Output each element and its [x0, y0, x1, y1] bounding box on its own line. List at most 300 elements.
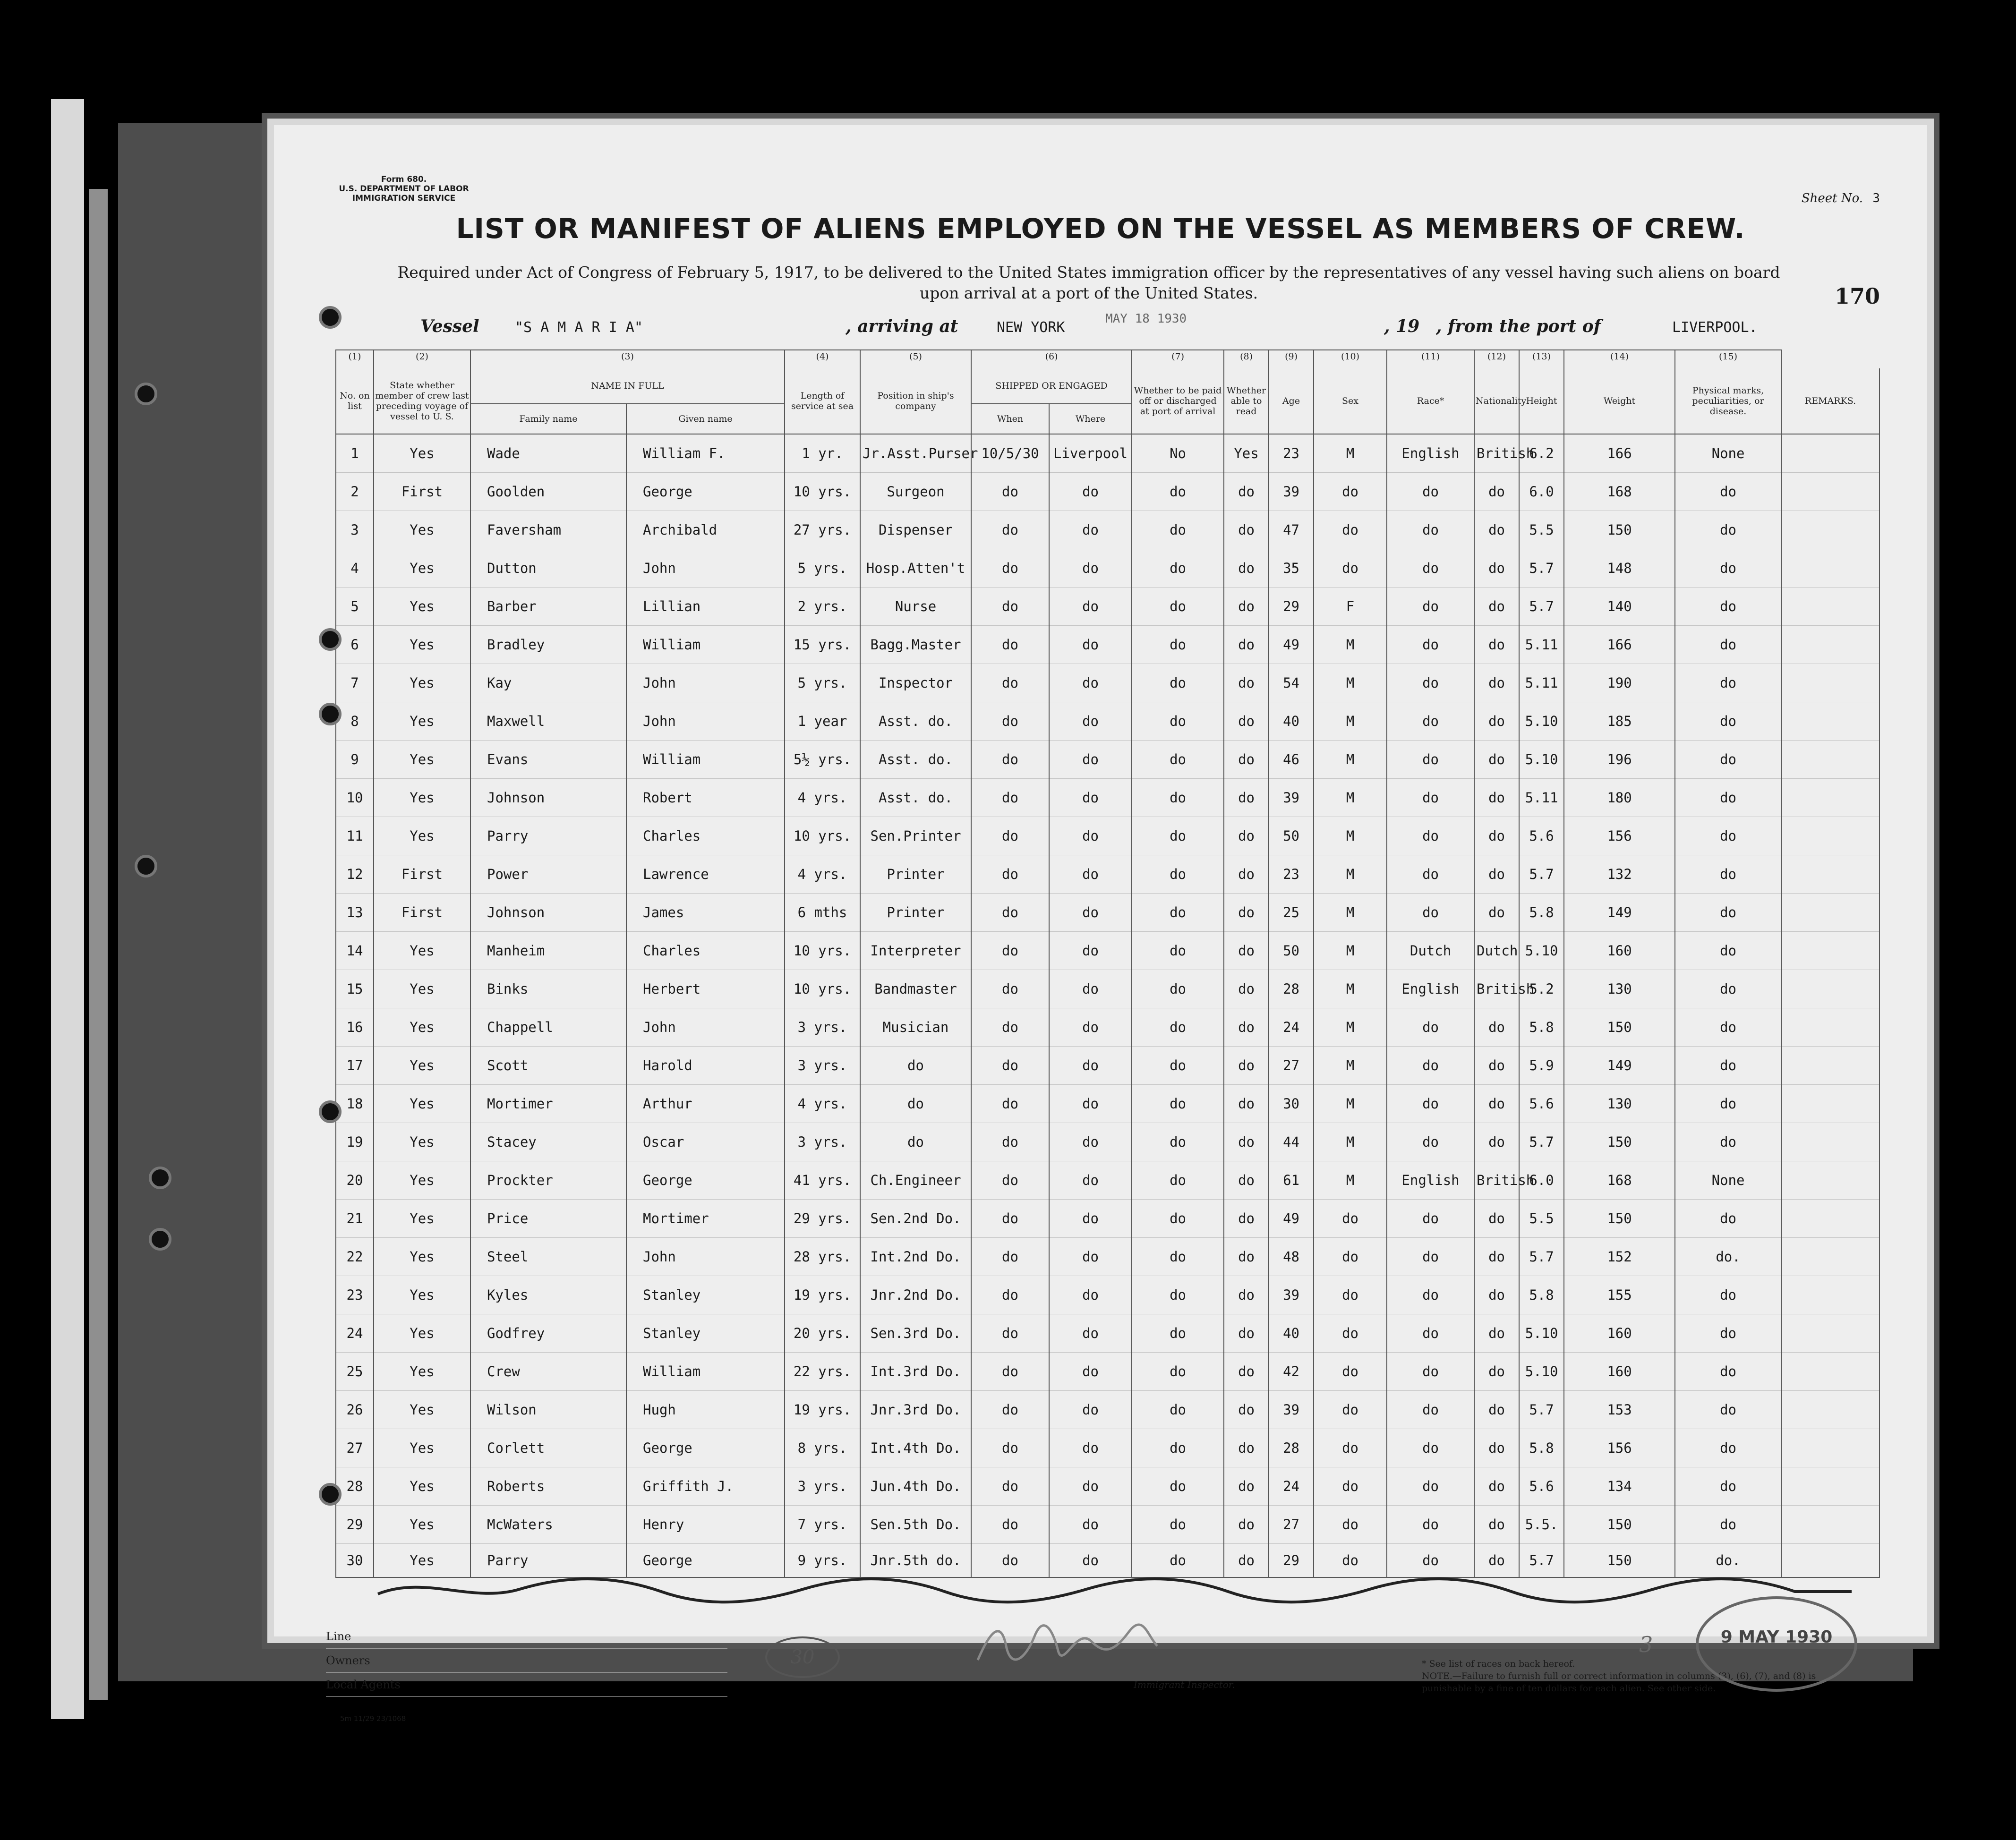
cell-service: 28 yrs.	[785, 1238, 860, 1276]
cell-sex: M	[1314, 855, 1387, 894]
cell-marks: do.	[1675, 1238, 1781, 1276]
cell-given: William F.	[626, 434, 785, 473]
cell-height: 5.5	[1519, 1200, 1564, 1238]
colnum-9: (9)	[1269, 350, 1314, 368]
cell-read: do	[1224, 702, 1269, 741]
cell-remarks	[1781, 779, 1879, 817]
cell-nationality: do	[1474, 1314, 1519, 1353]
cell-when: do	[971, 1314, 1049, 1353]
binder-hole	[149, 1228, 171, 1251]
cell-height: 6.0	[1519, 1161, 1564, 1200]
cell-marks: do	[1675, 1429, 1781, 1467]
cell-no: 5	[336, 588, 374, 626]
races-note: * See list of races on back hereof.	[1422, 1659, 1575, 1669]
cell-remarks	[1781, 511, 1879, 549]
cell-service: 5 yrs.	[785, 549, 860, 588]
cell-where: do	[1049, 1429, 1132, 1467]
cell-height: 5.10	[1519, 702, 1564, 741]
table-row	[336, 1353, 1879, 1391]
cell-age: 49	[1269, 1200, 1314, 1238]
cell-prior: Yes	[374, 511, 470, 549]
department-name: U.S. DEPARTMENT OF LABOR	[339, 184, 469, 194]
table-row	[336, 511, 1879, 549]
cell-nationality: do	[1474, 741, 1519, 779]
cell-marks: do	[1675, 1123, 1781, 1161]
cell-marks: do	[1675, 1353, 1781, 1391]
cell-height: 5.8	[1519, 894, 1564, 932]
cell-prior: Yes	[374, 434, 470, 473]
cell-when: do	[971, 1467, 1049, 1506]
cell-where: do	[1049, 1047, 1132, 1085]
cell-race: do	[1387, 1047, 1474, 1085]
cell-read: do	[1224, 473, 1269, 511]
cell-paid: do	[1132, 779, 1224, 817]
cell-no: 7	[336, 664, 374, 702]
cell-read: do	[1224, 1353, 1269, 1391]
table-row	[336, 588, 1879, 626]
cell-remarks	[1781, 1314, 1879, 1353]
cell-weight: 150	[1564, 1544, 1675, 1578]
cell-service: 9 yrs.	[785, 1544, 860, 1578]
cell-remarks	[1781, 1391, 1879, 1429]
cell-when: do	[971, 741, 1049, 779]
cell-weight: 149	[1564, 1047, 1675, 1085]
line-label: Line	[326, 1625, 727, 1649]
cell-prior: Yes	[374, 702, 470, 741]
cell-read: do	[1224, 1429, 1269, 1467]
cell-position: Sen.5th Do.	[860, 1506, 971, 1544]
cell-age: 40	[1269, 1314, 1314, 1353]
cell-given: Herbert	[626, 970, 785, 1008]
cell-marks: do	[1675, 588, 1781, 626]
cell-age: 46	[1269, 741, 1314, 779]
cell-no: 27	[336, 1429, 374, 1467]
cell-marks: do	[1675, 1391, 1781, 1429]
cell-prior: Yes	[374, 1008, 470, 1047]
cell-service: 20 yrs.	[785, 1314, 860, 1353]
cell-read: do	[1224, 1506, 1269, 1544]
cell-position: do	[860, 1047, 971, 1085]
cell-nationality: do	[1474, 1391, 1519, 1429]
cell-nationality: do	[1474, 1085, 1519, 1123]
cell-height: 5.8	[1519, 1008, 1564, 1047]
cell-marks: do	[1675, 779, 1781, 817]
cell-race: do	[1387, 473, 1474, 511]
cell-age: 35	[1269, 549, 1314, 588]
arriving-port: NEW YORK	[997, 319, 1065, 336]
cell-no: 22	[336, 1238, 374, 1276]
cell-marks: do	[1675, 1467, 1781, 1506]
cell-when: do	[971, 1276, 1049, 1314]
cell-where: do	[1049, 1391, 1132, 1429]
cell-race: do	[1387, 549, 1474, 588]
cell-when: do	[971, 1123, 1049, 1161]
cell-height: 5.10	[1519, 741, 1564, 779]
colnum-11: (11)	[1387, 350, 1474, 368]
cell-height: 5.11	[1519, 664, 1564, 702]
cell-service: 10 yrs.	[785, 473, 860, 511]
form-header	[326, 175, 482, 203]
cell-age: 47	[1269, 511, 1314, 549]
header-name-in-full: NAME IN FULL	[470, 368, 785, 404]
table-row	[336, 970, 1879, 1008]
cell-race: do	[1387, 1276, 1474, 1314]
cell-age: 48	[1269, 1238, 1314, 1276]
header-family-name: Family name	[470, 404, 626, 434]
cell-family: Goolden	[470, 473, 626, 511]
cell-service: 5 yrs.	[785, 664, 860, 702]
cell-height: 5.6	[1519, 1467, 1564, 1506]
cell-age: 27	[1269, 1506, 1314, 1544]
cell-remarks	[1781, 1238, 1879, 1276]
cell-service: 7 yrs.	[785, 1506, 860, 1544]
cell-prior: Yes	[374, 1276, 470, 1314]
cell-paid: do	[1132, 1429, 1224, 1467]
cell-family: Chappell	[470, 1008, 626, 1047]
cell-paid: do	[1132, 1238, 1224, 1276]
cell-marks: do	[1675, 1506, 1781, 1544]
cell-family: Parry	[470, 1544, 626, 1578]
table-row	[336, 1123, 1879, 1161]
cell-when: do	[971, 894, 1049, 932]
cell-height: 5.10	[1519, 1314, 1564, 1353]
cell-race: do	[1387, 626, 1474, 664]
cell-nationality: do	[1474, 1544, 1519, 1578]
cell-family: Wade	[470, 434, 626, 473]
cell-race: Dutch	[1387, 932, 1474, 970]
cell-nationality: do	[1474, 549, 1519, 588]
cell-given: William	[626, 626, 785, 664]
binder-hole	[319, 1483, 342, 1506]
sheet-number-value: 3	[1872, 191, 1880, 205]
cell-where: do	[1049, 588, 1132, 626]
cell-service: 10 yrs.	[785, 817, 860, 855]
cell-remarks	[1781, 588, 1879, 626]
cell-no: 18	[336, 1085, 374, 1123]
colnum-12: (12)	[1474, 350, 1519, 368]
cell-where: do	[1049, 473, 1132, 511]
table-row	[336, 549, 1879, 588]
cell-paid: do	[1132, 741, 1224, 779]
cell-position: Jr.Asst.Purser	[860, 434, 971, 473]
cell-age: 29	[1269, 1544, 1314, 1578]
cell-marks: do	[1675, 894, 1781, 932]
cell-position: Bandmaster	[860, 970, 971, 1008]
cell-service: 10 yrs.	[785, 932, 860, 970]
cell-weight: 153	[1564, 1391, 1675, 1429]
cell-no: 12	[336, 855, 374, 894]
cell-paid: do	[1132, 1047, 1224, 1085]
cell-no: 28	[336, 1467, 374, 1506]
cell-read: do	[1224, 1085, 1269, 1123]
cell-where: do	[1049, 511, 1132, 549]
cell-no: 23	[336, 1276, 374, 1314]
cell-when: do	[971, 1429, 1049, 1467]
cell-age: 54	[1269, 664, 1314, 702]
cell-given: George	[626, 1429, 785, 1467]
cell-where: do	[1049, 1008, 1132, 1047]
cell-weight: 168	[1564, 473, 1675, 511]
cell-service: 5½ yrs.	[785, 741, 860, 779]
cell-sex: M	[1314, 664, 1387, 702]
cell-weight: 130	[1564, 970, 1675, 1008]
cell-sex: do	[1314, 1429, 1387, 1467]
cell-read: do	[1224, 1008, 1269, 1047]
vessel-name: "S A M A R I A"	[515, 319, 643, 336]
cell-read: do	[1224, 1161, 1269, 1200]
header-row-1	[336, 368, 1879, 404]
cell-given: John	[626, 1238, 785, 1276]
cell-weight: 150	[1564, 1008, 1675, 1047]
cell-position: Printer	[860, 855, 971, 894]
cell-given: William	[626, 741, 785, 779]
binder-hole	[149, 1167, 171, 1189]
cell-family: Roberts	[470, 1467, 626, 1506]
colnum-13: (13)	[1519, 350, 1564, 368]
column-number-row	[336, 350, 1879, 368]
cell-service: 10 yrs.	[785, 970, 860, 1008]
cell-paid: do	[1132, 626, 1224, 664]
header-race: Race*	[1387, 368, 1474, 434]
cell-when: do	[971, 549, 1049, 588]
cell-paid: do	[1132, 473, 1224, 511]
cell-family: Binks	[470, 970, 626, 1008]
table-row	[336, 932, 1879, 970]
cell-nationality: do	[1474, 1276, 1519, 1314]
cell-family: Price	[470, 1200, 626, 1238]
cell-when: 10/5/30	[971, 434, 1049, 473]
cell-nationality: do	[1474, 702, 1519, 741]
cell-sex: M	[1314, 1161, 1387, 1200]
cell-given: Oscar	[626, 1123, 785, 1161]
cell-family: Kyles	[470, 1276, 626, 1314]
cell-paid: do	[1132, 932, 1224, 970]
cell-remarks	[1781, 1008, 1879, 1047]
cell-when: do	[971, 817, 1049, 855]
agents-label: Local Agents	[326, 1673, 727, 1697]
cell-sex: do	[1314, 1200, 1387, 1238]
cell-race: do	[1387, 702, 1474, 741]
cell-height: 5.7	[1519, 855, 1564, 894]
arriving-label: , arriving at	[846, 316, 958, 336]
cell-where: do	[1049, 626, 1132, 664]
cell-family: Wilson	[470, 1391, 626, 1429]
cell-where: do	[1049, 932, 1132, 970]
form-number: Form 680.	[381, 175, 427, 184]
cell-read: Yes	[1224, 434, 1269, 473]
cell-paid: No	[1132, 434, 1224, 473]
cell-nationality: British	[1474, 970, 1519, 1008]
cell-service: 3 yrs.	[785, 1047, 860, 1085]
cell-family: Crew	[470, 1353, 626, 1391]
cell-prior: Yes	[374, 1544, 470, 1578]
table-row	[336, 741, 1879, 779]
cell-height: 5.10	[1519, 1353, 1564, 1391]
cell-where: Liverpool	[1049, 434, 1132, 473]
cell-race: do	[1387, 779, 1474, 817]
cell-nationality: do	[1474, 1353, 1519, 1391]
cell-marks: do	[1675, 473, 1781, 511]
cell-weight: 150	[1564, 1123, 1675, 1161]
cell-race: do	[1387, 894, 1474, 932]
stamped-date: MAY 18 1930	[1105, 312, 1187, 326]
cell-nationality: do	[1474, 1429, 1519, 1467]
cell-race: do	[1387, 1353, 1474, 1391]
cell-position: Jnr.5th do.	[860, 1544, 971, 1578]
cell-when: do	[971, 779, 1049, 817]
cell-remarks	[1781, 1544, 1879, 1578]
cell-remarks	[1781, 434, 1879, 473]
table-row	[336, 1276, 1879, 1314]
cell-prior: Yes	[374, 932, 470, 970]
cell-where: do	[1049, 1544, 1132, 1578]
cell-prior: First	[374, 473, 470, 511]
cell-family: Corlett	[470, 1429, 626, 1467]
cell-paid: do	[1132, 1008, 1224, 1047]
cell-no: 26	[336, 1391, 374, 1429]
binder-spine-strip	[51, 99, 84, 1719]
cell-remarks	[1781, 855, 1879, 894]
cell-where: do	[1049, 970, 1132, 1008]
binder-spine-shadow	[89, 189, 108, 1700]
cell-prior: Yes	[374, 626, 470, 664]
cell-sex: M	[1314, 626, 1387, 664]
cell-service: 22 yrs.	[785, 1353, 860, 1391]
cell-race: do	[1387, 511, 1474, 549]
cell-prior: Yes	[374, 1429, 470, 1467]
cell-no: 14	[336, 932, 374, 970]
cell-read: do	[1224, 894, 1269, 932]
corner-number: 170	[1834, 283, 1880, 309]
cell-weight: 155	[1564, 1276, 1675, 1314]
cell-nationality: do	[1474, 626, 1519, 664]
cell-prior: First	[374, 855, 470, 894]
cell-sex: M	[1314, 970, 1387, 1008]
cell-read: do	[1224, 1467, 1269, 1506]
cell-read: do	[1224, 932, 1269, 970]
sheet-mark: 3	[1639, 1632, 1653, 1657]
cell-remarks	[1781, 1467, 1879, 1506]
cell-age: 50	[1269, 817, 1314, 855]
cell-race: do	[1387, 1544, 1474, 1578]
cell-prior: Yes	[374, 1047, 470, 1085]
cell-no: 6	[336, 626, 374, 664]
cell-height: 6.2	[1519, 434, 1564, 473]
end-of-list-wavy-line	[378, 1575, 1852, 1603]
header-shipped: SHIPPED OR ENGAGED	[971, 368, 1132, 404]
cell-no: 10	[336, 779, 374, 817]
cell-service: 3 yrs.	[785, 1123, 860, 1161]
cell-family: Mortimer	[470, 1085, 626, 1123]
cell-marks: do	[1675, 1200, 1781, 1238]
owners-label: Owners	[326, 1649, 727, 1673]
cell-no: 3	[336, 511, 374, 549]
cell-when: do	[971, 932, 1049, 970]
colnum-3: (3)	[470, 350, 785, 368]
header-position: Position in ship's company	[860, 368, 971, 434]
cell-given: Hugh	[626, 1391, 785, 1429]
cell-height: 5.6	[1519, 1085, 1564, 1123]
cell-age: 29	[1269, 588, 1314, 626]
cell-read: do	[1224, 511, 1269, 549]
cell-no: 29	[336, 1506, 374, 1544]
cell-no: 13	[336, 894, 374, 932]
cell-read: do	[1224, 817, 1269, 855]
cell-marks: do	[1675, 1047, 1781, 1085]
cell-nationality: do	[1474, 473, 1519, 511]
cell-family: Dutton	[470, 549, 626, 588]
cell-remarks	[1781, 817, 1879, 855]
cell-sex: do	[1314, 1467, 1387, 1506]
cell-prior: Yes	[374, 817, 470, 855]
colnum-10: (10)	[1314, 350, 1387, 368]
cell-height: 5.7	[1519, 549, 1564, 588]
header-nationality: Nationality	[1474, 368, 1519, 434]
cell-given: Charles	[626, 932, 785, 970]
cell-family: Manheim	[470, 932, 626, 970]
cell-sex: M	[1314, 434, 1387, 473]
cell-read: do	[1224, 1276, 1269, 1314]
cell-position: Sen.2nd Do.	[860, 1200, 971, 1238]
colnum-5: (5)	[860, 350, 971, 368]
cell-paid: do	[1132, 1161, 1224, 1200]
table-row	[336, 1544, 1879, 1578]
cell-position: Interpreter	[860, 932, 971, 970]
cell-position: Asst. do.	[860, 741, 971, 779]
cell-where: do	[1049, 1467, 1132, 1506]
cell-sex: M	[1314, 1008, 1387, 1047]
cell-prior: Yes	[374, 1085, 470, 1123]
cell-age: 30	[1269, 1085, 1314, 1123]
cell-race: do	[1387, 1467, 1474, 1506]
cell-weight: 150	[1564, 1506, 1675, 1544]
cell-given: Arthur	[626, 1085, 785, 1123]
header-where: Where	[1049, 404, 1132, 434]
cell-height: 6.0	[1519, 473, 1564, 511]
cell-race: do	[1387, 1008, 1474, 1047]
cell-prior: Yes	[374, 1238, 470, 1276]
cell-no: 16	[336, 1008, 374, 1047]
cell-weight: 130	[1564, 1085, 1675, 1123]
cell-remarks	[1781, 1429, 1879, 1467]
cell-paid: do	[1132, 702, 1224, 741]
cell-height: 5.11	[1519, 626, 1564, 664]
cell-when: do	[971, 1506, 1049, 1544]
cell-no: 2	[336, 473, 374, 511]
cell-family: Maxwell	[470, 702, 626, 741]
table-row	[336, 1506, 1879, 1544]
cell-remarks	[1781, 1506, 1879, 1544]
header-weight: Weight	[1564, 368, 1675, 434]
table-row	[336, 1314, 1879, 1353]
cell-marks: do	[1675, 855, 1781, 894]
cell-no: 25	[336, 1353, 374, 1391]
cell-prior: Yes	[374, 664, 470, 702]
cell-height: 5.11	[1519, 779, 1564, 817]
cell-paid: do	[1132, 588, 1224, 626]
cell-age: 28	[1269, 1429, 1314, 1467]
cell-nationality: do	[1474, 511, 1519, 549]
cell-read: do	[1224, 549, 1269, 588]
cell-sex: do	[1314, 1353, 1387, 1391]
cell-nationality: do	[1474, 1506, 1519, 1544]
cell-prior: Yes	[374, 970, 470, 1008]
cell-where: do	[1049, 1123, 1132, 1161]
cell-remarks	[1781, 626, 1879, 664]
cell-service: 29 yrs.	[785, 1200, 860, 1238]
cell-when: do	[971, 1353, 1049, 1391]
cell-prior: Yes	[374, 1161, 470, 1200]
